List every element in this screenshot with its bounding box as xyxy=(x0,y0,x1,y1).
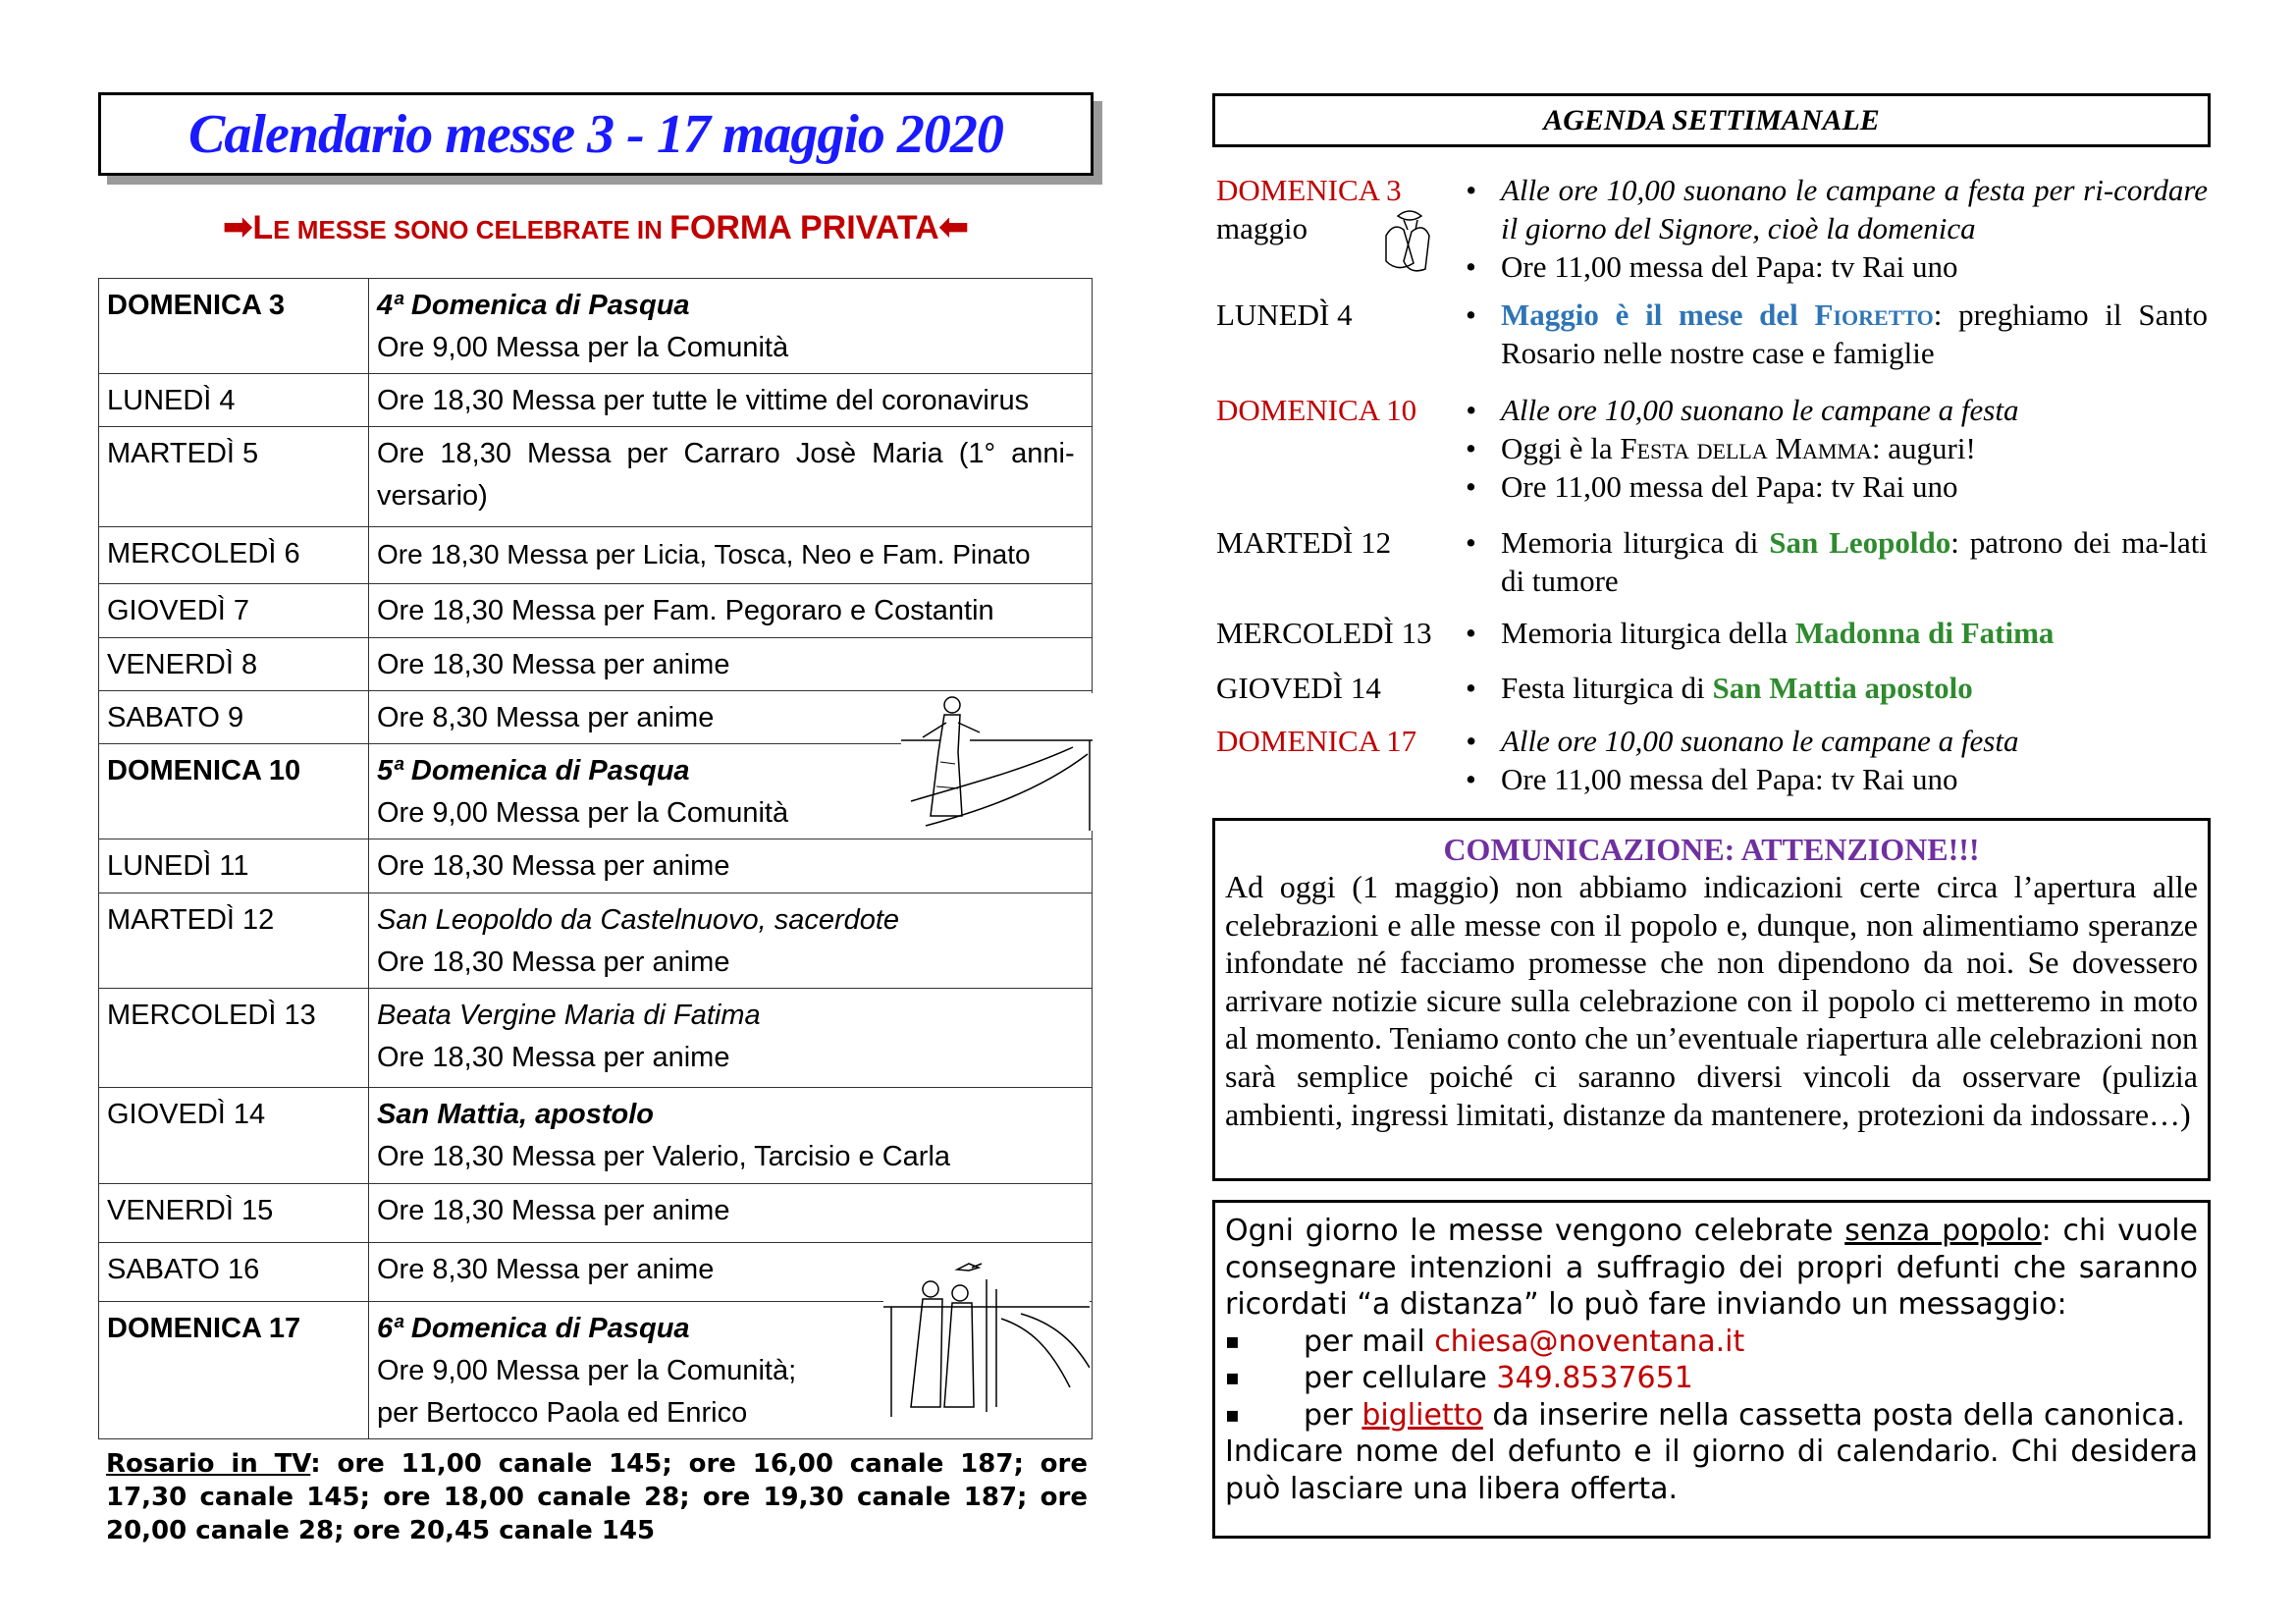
cell-line: Beata Vergine Maria di Fatima xyxy=(377,1000,761,1031)
day-cell: SABATO 16 xyxy=(99,1243,369,1302)
table-row xyxy=(99,989,1093,1088)
cell-line: Ore 18,30 Messa per Fam. Pegoraro e Costantin xyxy=(377,595,994,626)
day-cell: VENERDÌ 15 xyxy=(99,1184,369,1243)
cell-line: San Leopoldo da Castelnuovo, sacerdote xyxy=(377,904,900,936)
agenda-bullets xyxy=(1466,614,2208,652)
cell-line: Ore 18,30 Messa per tutte le vittime del coronavirus xyxy=(377,385,1030,416)
agenda-bullets xyxy=(1466,391,2208,506)
calendar-title: Calendario messe 3 - 17 maggio 2020 xyxy=(188,103,1003,165)
day-cell: VENERDÌ 8 xyxy=(99,638,369,691)
cell-line: Ore 18,30 Messa per anime xyxy=(377,1042,730,1073)
cell-line: Ore 18,30 Messa per anime xyxy=(377,1195,730,1226)
day-cell: DOMENICA 3 xyxy=(99,279,369,374)
mass-cell xyxy=(369,1184,1093,1243)
cell-line: Ore 18,30 Messa per anime xyxy=(377,649,730,680)
intentions-footer: Indicare nome del defunto e il giorno di calendario. Chi desidera può lasciare una libera offerta. xyxy=(1225,1435,2198,1506)
agenda-bullet: • Festa liturgica di San Mattia apostolo xyxy=(1466,669,2208,707)
cell-line: Ore 18,30 Messa per anime xyxy=(377,850,730,882)
cell-line: 6ª Domenica di Pasqua xyxy=(377,1313,690,1344)
agenda-day: LUNEDÌ 4 xyxy=(1216,298,1353,332)
day-cell: LUNEDÌ 4 xyxy=(99,374,369,427)
mass-cell xyxy=(369,584,1093,638)
cell-line: Ore 18,30 Messa per Valerio, Tarcisio e Carla xyxy=(377,1141,951,1172)
cell-line: Ore 8,30 Messa per anime xyxy=(377,702,715,733)
table-row xyxy=(99,427,1093,527)
rosario-tv-schedule xyxy=(106,1447,1088,1547)
cell-line: 4ª Domenica di Pasqua xyxy=(377,290,690,321)
day-cell: SABATO 9 xyxy=(99,691,369,744)
table-row xyxy=(99,1088,1093,1184)
table-row xyxy=(99,584,1093,638)
bells-icon xyxy=(1378,206,1441,287)
cell-line: Ore 9,00 Messa per la Comunità; xyxy=(377,1355,797,1386)
rosario-text: : ore 11,00 canale 145; ore 16,00 canale 187; ore 17,30 canale 145; ore 18,00 canale 28; ore 19,30 canale 187; ore 20,00 canale 28; ore 20,45 canale 145 xyxy=(106,1449,1088,1545)
cell-line: Ore 18,30 Messa per Carraro Josè Maria (1° anni- xyxy=(377,438,1075,469)
mass-cell xyxy=(369,989,1093,1088)
pilgrims-dove-illustration xyxy=(883,1260,1090,1422)
email-link[interactable]: chiesa@noventana.it xyxy=(1434,1324,1745,1359)
day-cell: MARTEDÌ 5 xyxy=(99,427,369,527)
agenda-title: AGENDA SETTIMANALE xyxy=(1212,93,2211,147)
agenda-bullets xyxy=(1466,669,2208,707)
rosario-label: Rosario in TV xyxy=(106,1449,311,1479)
day-cell: LUNEDÌ 11 xyxy=(99,839,369,893)
agenda-bullet: • Ore 11,00 messa del Papa: tv Rai uno xyxy=(1466,247,2208,286)
agenda-bullets xyxy=(1466,296,2208,372)
agenda-bullet: • Maggio è il mese del Fioretto: preghiamo il Santo Rosario nelle nostre case e famiglie xyxy=(1466,296,2208,372)
cell-line: San Mattia, apostolo xyxy=(377,1099,654,1130)
agenda-bullets xyxy=(1466,523,2208,600)
cell-line: versario) xyxy=(377,480,488,512)
notice-text: E MESSE SONO CELEBRATE IN xyxy=(273,215,670,244)
table-row xyxy=(99,374,1093,427)
contact-mail: ▪ per mail chiesa@noventana.it xyxy=(1225,1324,2198,1361)
agenda-bullet: • Ore 11,00 messa del Papa: tv Rai uno xyxy=(1466,467,2208,506)
cell-line: Ore 18,30 Messa per anime xyxy=(377,947,730,978)
agenda-day: GIOVEDÌ 14 xyxy=(1216,671,1381,705)
private-mass-notice xyxy=(98,206,1094,247)
agenda-bullets xyxy=(1466,171,2208,286)
mass-cell xyxy=(369,427,1093,527)
day-cell: MARTEDÌ 12 xyxy=(99,893,369,989)
mass-intentions-box xyxy=(1212,1200,2211,1539)
day-cell: MERCOLEDÌ 6 xyxy=(99,527,369,584)
mass-cell xyxy=(369,527,1093,584)
table-row xyxy=(99,893,1093,989)
agenda-bullet: • Memoria liturgica della Madonna di Fatima xyxy=(1466,614,2208,652)
cell-line: Ore 9,00 Messa per la Comunità xyxy=(377,797,789,829)
agenda-day: DOMENICA 10 xyxy=(1216,393,1417,427)
agenda-bullet: • Alle ore 10,00 suonano le campane a festa xyxy=(1466,722,2208,760)
cell-line: per Bertocco Paola ed Enrico xyxy=(377,1397,748,1429)
arrow-left-icon: ⬅ xyxy=(938,206,969,246)
arrow-right-icon: ➡ xyxy=(223,206,253,246)
agenda-bullets xyxy=(1466,722,2208,798)
day-cell: GIOVEDÌ 7 xyxy=(99,584,369,638)
cell-line: Ore 9,00 Messa per la Comunità xyxy=(377,332,789,363)
mass-cell xyxy=(369,1088,1093,1184)
agenda-bullet: • Ore 11,00 messa del Papa: tv Rai uno xyxy=(1466,760,2208,798)
table-row xyxy=(99,839,1093,893)
mass-cell xyxy=(369,374,1093,427)
day-cell: DOMENICA 17 xyxy=(99,1302,369,1439)
mass-cell xyxy=(369,893,1093,989)
agenda-bullet: • Alle ore 10,00 suonano le campane a festa xyxy=(1466,391,2208,429)
communication-box xyxy=(1212,818,2211,1181)
day-cell: GIOVEDÌ 14 xyxy=(99,1088,369,1184)
calendar-title-box xyxy=(98,92,1094,176)
notice-emphasis: FORMA PRIVATA xyxy=(669,209,939,246)
mass-cell xyxy=(369,839,1093,893)
communication-title: COMUNICAZIONE: ATTENZIONE!!! xyxy=(1443,832,1980,867)
table-row xyxy=(99,638,1093,691)
agenda-day: DOMENICA 3 maggio xyxy=(1216,173,1402,245)
table-row xyxy=(99,1184,1093,1243)
agenda-bullet: • Alle ore 10,00 suonano le campane a festa per ri-cordare il giorno del Signore, cioè la domenica xyxy=(1466,171,2208,247)
cell-line: Ore 8,30 Messa per anime xyxy=(377,1254,715,1285)
agenda-day: MARTEDÌ 12 xyxy=(1216,525,1392,560)
cell-line: 5ª Domenica di Pasqua xyxy=(377,755,690,786)
phone-number[interactable]: 349.8537651 xyxy=(1496,1361,1693,1395)
table-row xyxy=(99,279,1093,374)
mass-cell xyxy=(369,279,1093,374)
agenda-day: DOMENICA 17 xyxy=(1216,724,1417,758)
agenda-bullet: • Memoria liturgica di San Leopoldo: patrono dei ma-lati di tumore xyxy=(1466,523,2208,600)
day-cell: DOMENICA 10 xyxy=(99,744,369,839)
jesus-path-illustration xyxy=(901,693,1093,831)
intentions-intro: Ogni giorno le messe vengono celebrate senza popolo: chi vuole consegnare intenzioni a suffragio dei propri defunti che saranno ricordati “a distanza” lo può fare inviando un messaggio: xyxy=(1225,1214,2198,1322)
agenda-day: MERCOLEDÌ 13 xyxy=(1216,616,1432,650)
notice-initial: L xyxy=(252,209,274,246)
agenda-bullet: • Oggi è la Festa della Mamma: auguri! xyxy=(1466,429,2208,467)
communication-text: Ad oggi (1 maggio) non abbiamo indicazioni certe circa l’apertura alle celebrazioni e alle messe con il popolo e, dunque, non alimentiamo speranze infondate né facciamo promesse che non dipendono da noi. Se dovessero arrivare notizie sicure sulla celebrazione con il popolo ci metteremo in moto al momento. Teniamo conto che un’eventuale riapertura alle celebrazioni non sarà semplice poiché ci saranno diversi vincoli da osservare (pulizia ambienti, ingressi limitati, distanze da mantenere, protezioni da indossare…) xyxy=(1225,869,2198,1132)
contact-phone: ▪ per cellulare 349.8537651 xyxy=(1225,1360,2198,1397)
table-row xyxy=(99,527,1093,584)
mass-cell xyxy=(369,638,1093,691)
contact-ticket: ▪ per biglietto da inserire nella cassetta posta della canonica. xyxy=(1225,1397,2198,1435)
day-cell: MERCOLEDÌ 13 xyxy=(99,989,369,1088)
cell-line: Ore 18,30 Messa per Licia, Tosca, Neo e Fam. Pinato xyxy=(377,539,1031,569)
